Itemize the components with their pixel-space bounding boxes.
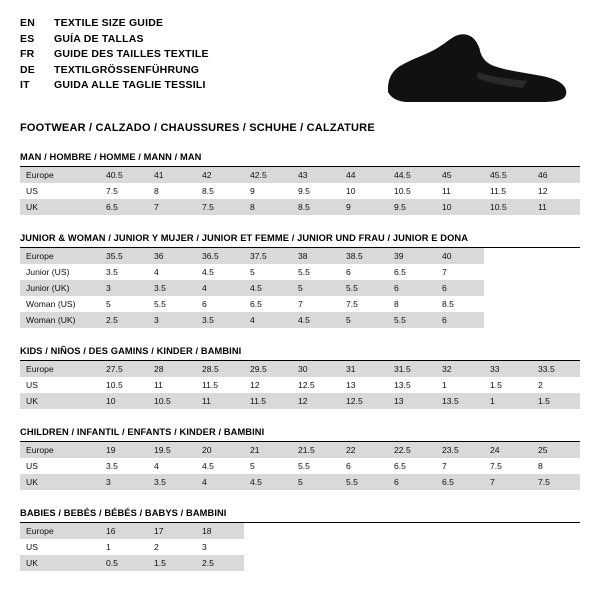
size-cell: 3 bbox=[196, 539, 244, 555]
size-cell: 8 bbox=[532, 458, 580, 474]
size-cell: 45.5 bbox=[484, 167, 532, 183]
size-cell: 7 bbox=[484, 474, 532, 490]
language-code: ES bbox=[20, 32, 35, 45]
size-cell: 6 bbox=[436, 312, 484, 328]
size-cell: 36 bbox=[148, 248, 196, 264]
row-label: US bbox=[20, 539, 100, 555]
size-cell: 6.5 bbox=[244, 296, 292, 312]
size-cell: 4.5 bbox=[196, 458, 244, 474]
size-cell: 5 bbox=[244, 264, 292, 280]
language-code: EN bbox=[20, 17, 35, 29]
table-row bbox=[20, 199, 580, 215]
empty-cell bbox=[484, 264, 532, 280]
size-cell: 10.5 bbox=[484, 199, 532, 215]
table-row bbox=[20, 523, 580, 539]
size-cell: 7 bbox=[292, 296, 340, 312]
size-cell: 12.5 bbox=[340, 393, 388, 409]
size-cell: 33.5 bbox=[532, 361, 580, 377]
size-cell: 10.5 bbox=[388, 183, 436, 199]
size-cell: 3.5 bbox=[100, 264, 148, 280]
size-group-title: JUNIOR & WOMAN / JUNIOR Y MUJER / JUNIOR ET FEMME / JUNIOR UND FRAU / JUNIOR E DONA bbox=[20, 233, 580, 248]
size-cell: 6.5 bbox=[100, 199, 148, 215]
empty-cell bbox=[532, 539, 580, 555]
size-cell: 21 bbox=[244, 442, 292, 458]
size-table bbox=[20, 248, 580, 328]
language-row bbox=[20, 16, 209, 32]
empty-cell bbox=[532, 248, 580, 264]
empty-cell bbox=[292, 523, 340, 539]
table-row bbox=[20, 442, 580, 458]
size-cell: 9.5 bbox=[388, 199, 436, 215]
empty-cell bbox=[532, 264, 580, 280]
size-cell: 25 bbox=[532, 442, 580, 458]
size-table-groups bbox=[20, 152, 580, 571]
size-cell: 11.5 bbox=[196, 377, 244, 393]
page-title: FOOTWEAR / CALZADO / CHAUSSURES / SCHUHE / CALZATURE bbox=[20, 122, 375, 134]
size-cell: 31 bbox=[340, 361, 388, 377]
size-cell: 27.5 bbox=[100, 361, 148, 377]
row-label: Europe bbox=[20, 523, 100, 539]
size-cell: 4 bbox=[148, 458, 196, 474]
size-cell: 4.5 bbox=[196, 264, 244, 280]
empty-cell bbox=[484, 555, 532, 571]
empty-cell bbox=[436, 523, 484, 539]
size-cell: 29.5 bbox=[244, 361, 292, 377]
size-cell: 42 bbox=[196, 167, 244, 183]
size-cell: 6 bbox=[196, 296, 244, 312]
size-cell: 7.5 bbox=[196, 199, 244, 215]
language-row bbox=[20, 47, 209, 63]
language-title: GUIDE DES TAILLES TEXTILE bbox=[54, 48, 209, 60]
size-cell: 9 bbox=[340, 199, 388, 215]
size-cell: 6 bbox=[340, 458, 388, 474]
language-code: DE bbox=[20, 63, 35, 76]
size-group bbox=[20, 152, 580, 215]
size-cell: 17 bbox=[148, 523, 196, 539]
empty-cell bbox=[436, 555, 484, 571]
size-cell: 38 bbox=[292, 248, 340, 264]
size-cell: 2 bbox=[532, 377, 580, 393]
size-table bbox=[20, 167, 580, 215]
empty-cell bbox=[244, 555, 292, 571]
empty-cell bbox=[532, 555, 580, 571]
table-row bbox=[20, 183, 580, 199]
size-cell: 10 bbox=[100, 393, 148, 409]
row-label: UK bbox=[20, 555, 100, 571]
size-cell: 7 bbox=[436, 458, 484, 474]
size-cell: 19.5 bbox=[148, 442, 196, 458]
size-cell: 6.5 bbox=[388, 264, 436, 280]
table-row bbox=[20, 167, 580, 183]
size-cell: 39 bbox=[388, 248, 436, 264]
size-cell: 28.5 bbox=[196, 361, 244, 377]
table-row bbox=[20, 393, 580, 409]
size-cell: 31.5 bbox=[388, 361, 436, 377]
language-title: GUIDA ALLE TAGLIE TESSILI bbox=[54, 79, 206, 91]
empty-cell bbox=[484, 539, 532, 555]
table-row bbox=[20, 361, 580, 377]
size-cell: 35.5 bbox=[100, 248, 148, 264]
table-row bbox=[20, 539, 580, 555]
size-cell: 10.5 bbox=[100, 377, 148, 393]
table-row bbox=[20, 377, 580, 393]
size-cell: 8 bbox=[244, 199, 292, 215]
language-title: TEXTILGRÖSSENFÜHRUNG bbox=[54, 63, 200, 76]
size-cell: 4 bbox=[196, 280, 244, 296]
size-cell: 19 bbox=[100, 442, 148, 458]
size-cell: 7 bbox=[148, 199, 196, 215]
dress-shoe-icon bbox=[374, 30, 574, 106]
size-cell: 3 bbox=[148, 312, 196, 328]
size-cell: 10 bbox=[340, 183, 388, 199]
size-cell: 13.5 bbox=[436, 393, 484, 409]
empty-cell bbox=[292, 555, 340, 571]
size-cell: 8.5 bbox=[436, 296, 484, 312]
size-cell: 5.5 bbox=[148, 296, 196, 312]
table-row bbox=[20, 296, 580, 312]
size-cell: 22.5 bbox=[388, 442, 436, 458]
language-row bbox=[20, 63, 209, 79]
table-row bbox=[20, 474, 580, 490]
page-header bbox=[20, 16, 580, 106]
empty-cell bbox=[292, 539, 340, 555]
size-cell: 44.5 bbox=[388, 167, 436, 183]
empty-cell bbox=[484, 248, 532, 264]
size-cell: 2.5 bbox=[196, 555, 244, 571]
empty-cell bbox=[532, 312, 580, 328]
table-row bbox=[20, 280, 580, 296]
size-cell: 42.5 bbox=[244, 167, 292, 183]
size-cell: 43 bbox=[292, 167, 340, 183]
size-group-title: MAN / HOMBRE / HOMME / MANN / MAN bbox=[20, 152, 580, 167]
empty-cell bbox=[388, 523, 436, 539]
size-cell: 13 bbox=[340, 377, 388, 393]
size-table bbox=[20, 442, 580, 490]
size-cell: 4.5 bbox=[244, 280, 292, 296]
row-label: UK bbox=[20, 393, 100, 409]
size-cell: 46 bbox=[532, 167, 580, 183]
size-cell: 11.5 bbox=[484, 183, 532, 199]
size-cell: 11.5 bbox=[244, 393, 292, 409]
size-cell: 4.5 bbox=[292, 312, 340, 328]
row-label: Europe bbox=[20, 167, 100, 183]
size-cell: 0.5 bbox=[100, 555, 148, 571]
size-cell: 37.5 bbox=[244, 248, 292, 264]
size-cell: 7 bbox=[436, 264, 484, 280]
size-cell: 3.5 bbox=[148, 280, 196, 296]
size-cell: 5.5 bbox=[340, 280, 388, 296]
empty-cell bbox=[532, 280, 580, 296]
size-cell: 44 bbox=[340, 167, 388, 183]
empty-cell bbox=[532, 296, 580, 312]
size-cell: 38.5 bbox=[340, 248, 388, 264]
table-row bbox=[20, 458, 580, 474]
size-cell: 12.5 bbox=[292, 377, 340, 393]
size-cell: 40.5 bbox=[100, 167, 148, 183]
size-cell: 11 bbox=[148, 377, 196, 393]
size-cell: 3 bbox=[100, 280, 148, 296]
empty-cell bbox=[532, 523, 580, 539]
row-label: Europe bbox=[20, 248, 100, 264]
row-label: Woman (US) bbox=[20, 296, 100, 312]
size-cell: 5 bbox=[100, 296, 148, 312]
empty-cell bbox=[244, 523, 292, 539]
size-cell: 2 bbox=[148, 539, 196, 555]
size-cell: 6 bbox=[388, 280, 436, 296]
size-cell: 6 bbox=[388, 474, 436, 490]
size-table bbox=[20, 361, 580, 409]
language-title: TEXTILE SIZE GUIDE bbox=[54, 17, 164, 29]
size-cell: 40 bbox=[436, 248, 484, 264]
size-cell: 24 bbox=[484, 442, 532, 458]
size-cell: 6 bbox=[436, 280, 484, 296]
size-cell: 6 bbox=[340, 264, 388, 280]
size-cell: 7.5 bbox=[340, 296, 388, 312]
language-code: FR bbox=[20, 48, 35, 60]
size-group-title: BABIES / BEBÉS / BÉBÉS / BABYS / BAMBINI bbox=[20, 508, 580, 523]
table-row bbox=[20, 555, 580, 571]
language-code: IT bbox=[20, 79, 30, 91]
size-cell: 36.5 bbox=[196, 248, 244, 264]
size-cell: 3.5 bbox=[148, 474, 196, 490]
size-cell: 7.5 bbox=[100, 183, 148, 199]
size-cell: 33 bbox=[484, 361, 532, 377]
size-group bbox=[20, 427, 580, 490]
size-cell: 11 bbox=[532, 199, 580, 215]
language-row bbox=[20, 32, 209, 48]
size-cell: 4 bbox=[244, 312, 292, 328]
size-cell: 28 bbox=[148, 361, 196, 377]
language-row bbox=[20, 78, 209, 94]
row-label: US bbox=[20, 458, 100, 474]
size-cell: 8.5 bbox=[196, 183, 244, 199]
row-label: Woman (UK) bbox=[20, 312, 100, 328]
table-row bbox=[20, 248, 580, 264]
size-group-title: KIDS / NIÑOS / DES GAMINS / KINDER / BAMBINI bbox=[20, 346, 580, 361]
row-label: UK bbox=[20, 199, 100, 215]
empty-cell bbox=[388, 539, 436, 555]
size-group-title: CHILDREN / INFANTIL / ENFANTS / KINDER / BAMBINI bbox=[20, 427, 580, 442]
size-cell: 1 bbox=[484, 393, 532, 409]
size-cell: 6.5 bbox=[388, 458, 436, 474]
size-cell: 3.5 bbox=[196, 312, 244, 328]
language-title-list bbox=[20, 16, 209, 94]
size-cell: 10 bbox=[436, 199, 484, 215]
size-table bbox=[20, 523, 580, 571]
row-label: US bbox=[20, 183, 100, 199]
size-cell: 4 bbox=[196, 474, 244, 490]
table-row bbox=[20, 312, 580, 328]
size-cell: 3.5 bbox=[100, 458, 148, 474]
size-cell: 5 bbox=[244, 458, 292, 474]
size-cell: 4 bbox=[148, 264, 196, 280]
empty-cell bbox=[340, 555, 388, 571]
size-cell: 7.5 bbox=[484, 458, 532, 474]
size-cell: 2.5 bbox=[100, 312, 148, 328]
empty-cell bbox=[484, 280, 532, 296]
size-cell: 1.5 bbox=[532, 393, 580, 409]
row-label: Europe bbox=[20, 442, 100, 458]
size-cell: 8 bbox=[388, 296, 436, 312]
size-cell: 5.5 bbox=[292, 264, 340, 280]
language-title: GUÍA DE TALLAS bbox=[54, 32, 144, 45]
size-cell: 13 bbox=[388, 393, 436, 409]
empty-cell bbox=[484, 312, 532, 328]
size-cell: 32 bbox=[436, 361, 484, 377]
size-cell: 30 bbox=[292, 361, 340, 377]
row-label: Junior (UK) bbox=[20, 280, 100, 296]
size-cell: 22 bbox=[340, 442, 388, 458]
size-cell: 1.5 bbox=[148, 555, 196, 571]
empty-cell bbox=[436, 539, 484, 555]
size-cell: 12 bbox=[292, 393, 340, 409]
size-group bbox=[20, 346, 580, 409]
empty-cell bbox=[244, 539, 292, 555]
size-cell: 12 bbox=[532, 183, 580, 199]
size-cell: 8.5 bbox=[292, 199, 340, 215]
empty-cell bbox=[388, 555, 436, 571]
size-cell: 1 bbox=[436, 377, 484, 393]
size-cell: 5.5 bbox=[388, 312, 436, 328]
size-cell: 11 bbox=[436, 183, 484, 199]
size-cell: 11 bbox=[196, 393, 244, 409]
size-cell: 8 bbox=[148, 183, 196, 199]
size-group bbox=[20, 233, 580, 328]
size-cell: 5.5 bbox=[292, 458, 340, 474]
size-cell: 7.5 bbox=[532, 474, 580, 490]
size-cell: 5 bbox=[340, 312, 388, 328]
size-cell: 16 bbox=[100, 523, 148, 539]
size-cell: 45 bbox=[436, 167, 484, 183]
row-label: Junior (US) bbox=[20, 264, 100, 280]
size-cell: 21.5 bbox=[292, 442, 340, 458]
size-cell: 5 bbox=[292, 280, 340, 296]
size-cell: 18 bbox=[196, 523, 244, 539]
size-cell: 1 bbox=[100, 539, 148, 555]
size-cell: 41 bbox=[148, 167, 196, 183]
size-cell: 9.5 bbox=[292, 183, 340, 199]
size-cell: 12 bbox=[244, 377, 292, 393]
row-label: US bbox=[20, 377, 100, 393]
size-group bbox=[20, 508, 580, 571]
size-cell: 10.5 bbox=[148, 393, 196, 409]
empty-cell bbox=[340, 539, 388, 555]
size-cell: 9 bbox=[244, 183, 292, 199]
row-label: UK bbox=[20, 474, 100, 490]
size-cell: 20 bbox=[196, 442, 244, 458]
size-cell: 5.5 bbox=[340, 474, 388, 490]
size-cell: 1.5 bbox=[484, 377, 532, 393]
size-cell: 3 bbox=[100, 474, 148, 490]
size-cell: 6.5 bbox=[436, 474, 484, 490]
table-row bbox=[20, 264, 580, 280]
size-cell: 4.5 bbox=[244, 474, 292, 490]
size-cell: 23.5 bbox=[436, 442, 484, 458]
size-cell: 5 bbox=[292, 474, 340, 490]
empty-cell bbox=[484, 296, 532, 312]
row-label: Europe bbox=[20, 361, 100, 377]
empty-cell bbox=[484, 523, 532, 539]
size-cell: 13.5 bbox=[388, 377, 436, 393]
empty-cell bbox=[340, 523, 388, 539]
